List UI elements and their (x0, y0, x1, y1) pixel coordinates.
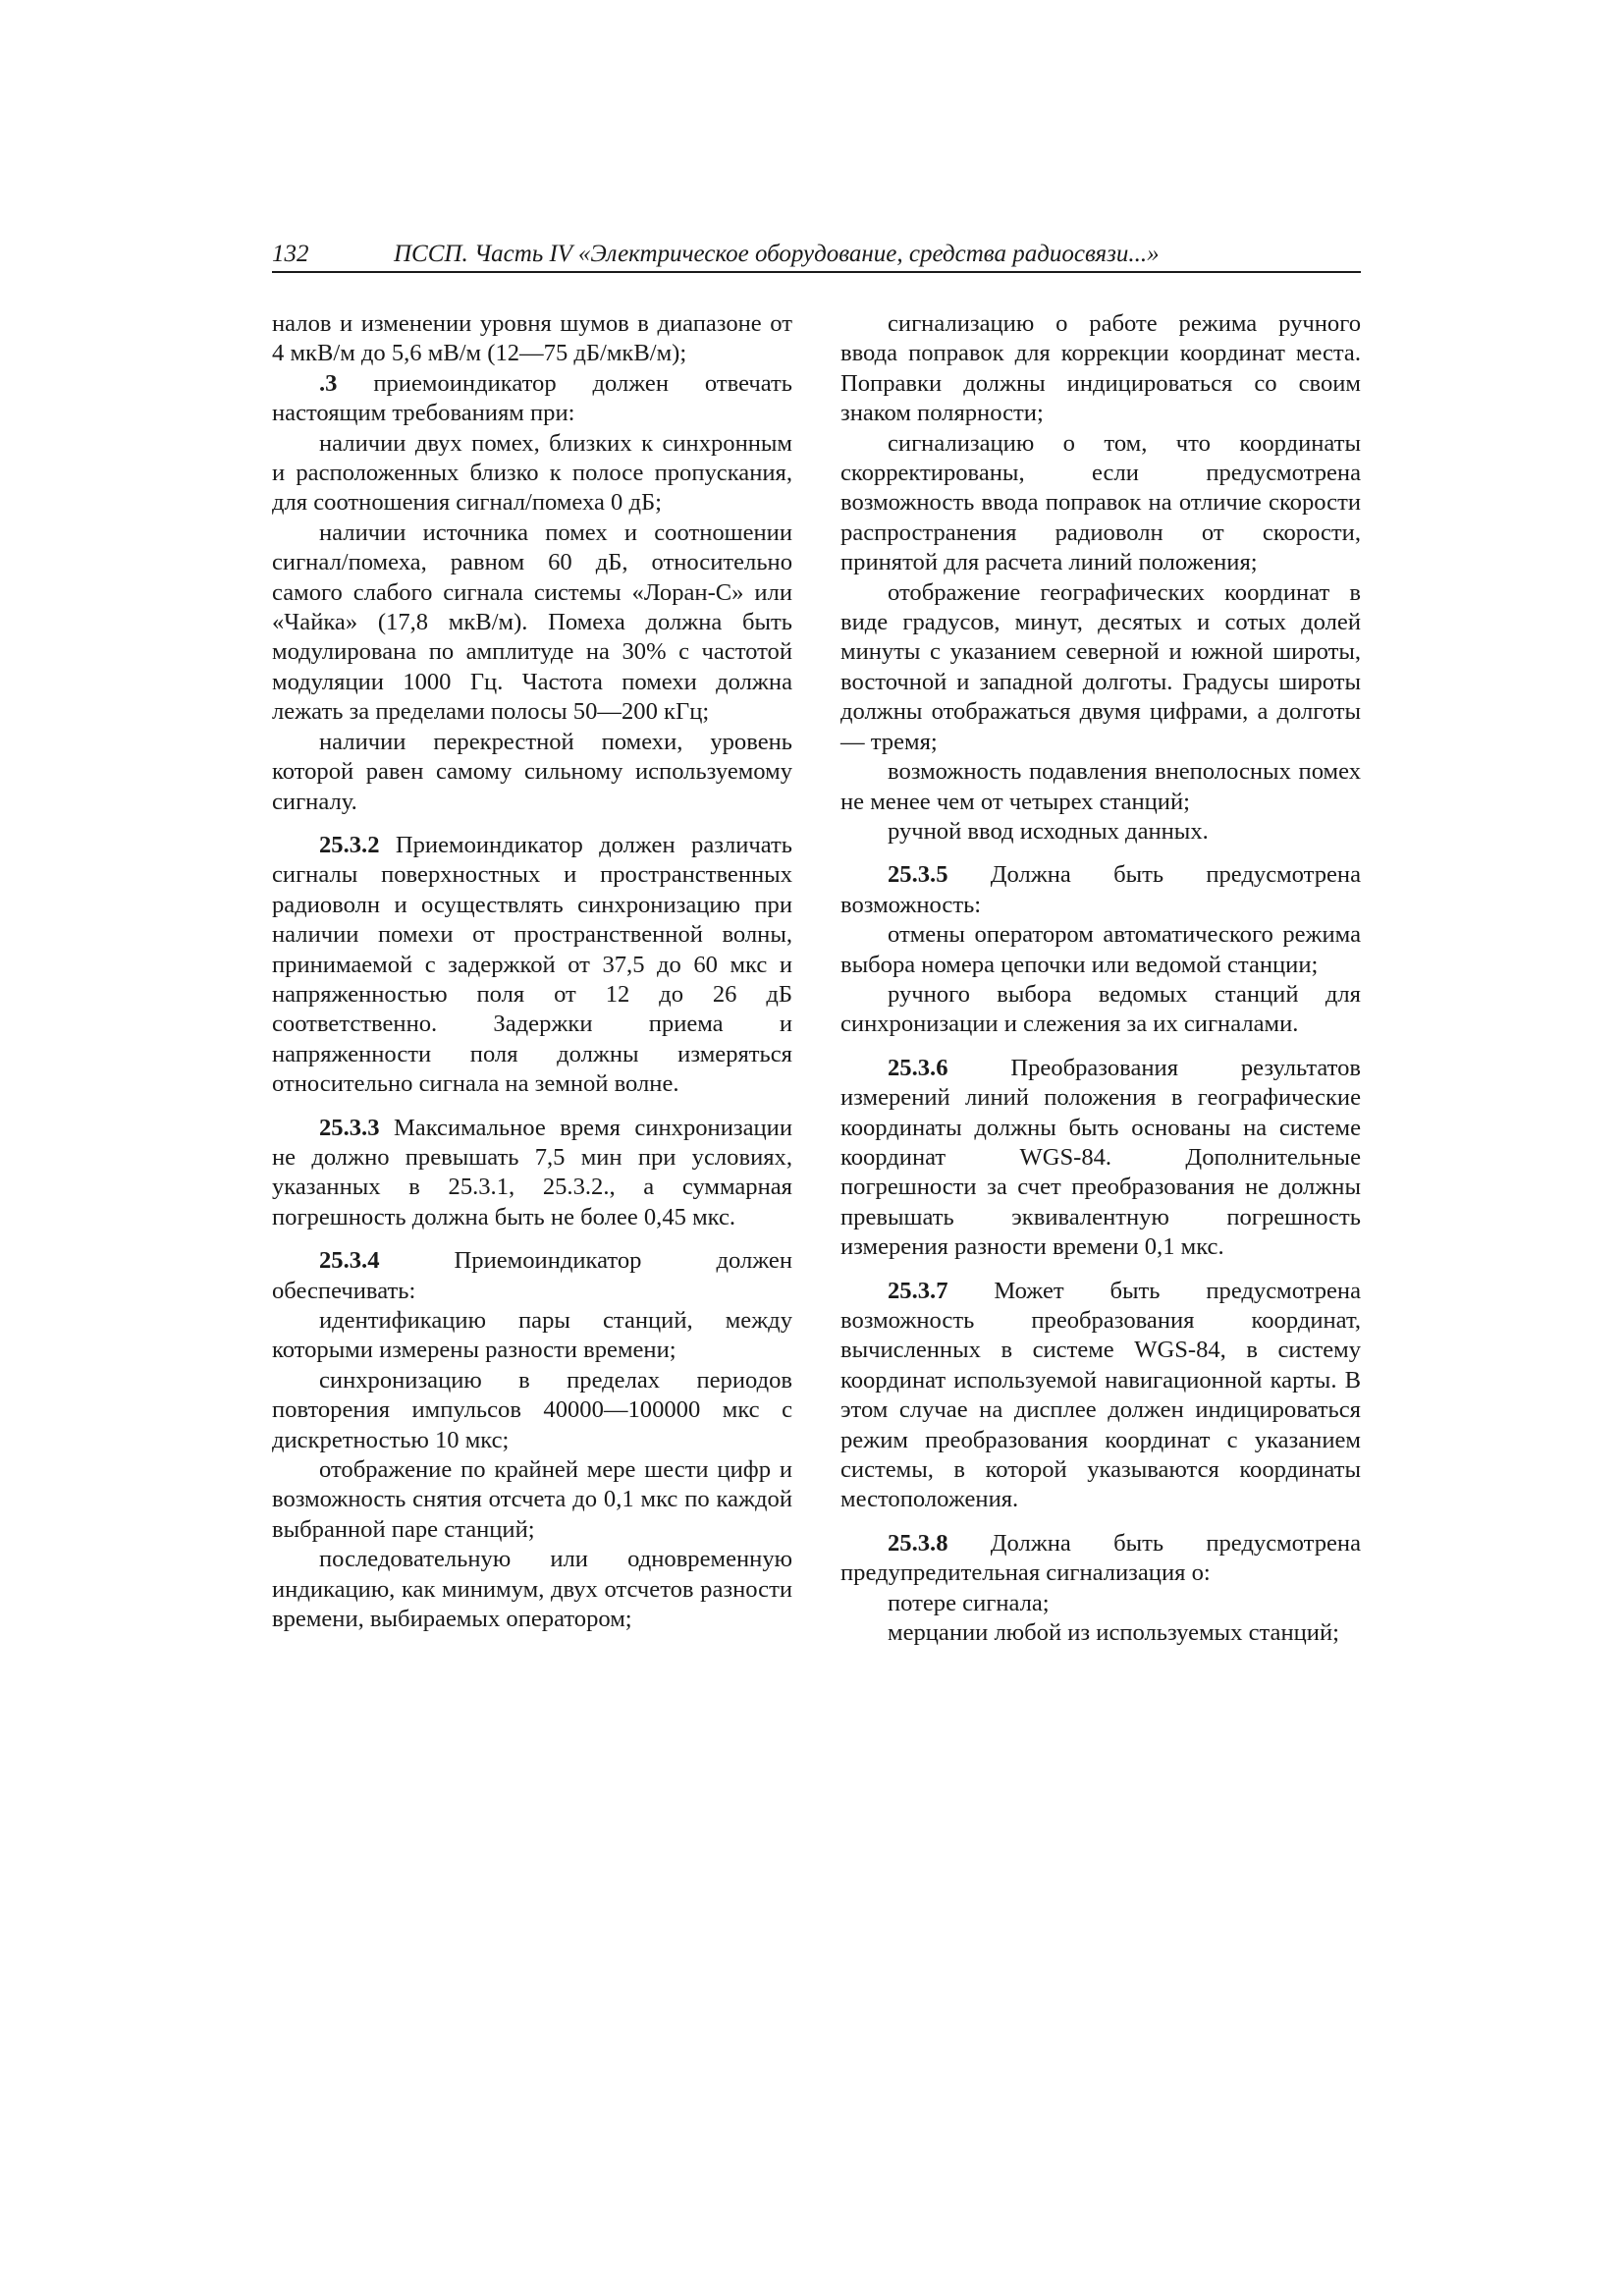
paragraph: сигнализацию о работе режима ручного ввода поправок для коррекции координат места. Поправки должны индицироваться со своим знаком полярности; (840, 310, 1361, 427)
paragraph: наличии двух помех, близких к синхронным и расположенных близко к полосе пропускания, для соотношения сигнал/помеха 0 дБ; (272, 429, 792, 517)
clause-number: 25.3.8 (888, 1529, 948, 1557)
paragraph: мерцании любой из используемых станций; (888, 1619, 1339, 1647)
paragraph: ручной ввод исходных данных. (888, 817, 1209, 845)
header-title: ПССП. Часть IV «Электрическое оборудование, средства радиосвязи...» (394, 241, 1160, 267)
running-header (272, 238, 1361, 273)
paragraph: .3 приемоиндикатор должен отвечать настоящим требованиям при: (272, 369, 792, 427)
page-number: 132 (272, 241, 309, 267)
clause-number: 25.3.2 (319, 831, 380, 858)
clause-number: 25.3.7 (888, 1277, 948, 1304)
paragraph: 25.3.8 Должна быть предусмотрена предупредительная сигнализация о: (840, 1529, 1361, 1587)
paragraph: наличии источника помех и соотношении сигнал/помеха, равном 60 дБ, относительно самого слабого сигнала системы «Лоран-С» или «Чайка» (17,8 мкВ/м). Помеха должна быть модулирована по амплитуде на 30% с частотой модуляции 1000 Гц. Частота помехи должна лежать за пределами полосы 50—200 кГц; (272, 519, 792, 726)
paragraph: 25.3.5 Должна быть предусмотрена возможность: (840, 861, 1361, 918)
paragraph: сигнализацию о том, что координаты скорректированы, если предусмотрена возможность ввода поправок на отличие скорости распространения радиоволн от скорости, принятой для расчета линий положения; (840, 429, 1361, 576)
right-column (840, 309, 1361, 1648)
paragraph: возможность подавления внеполосных помех не менее чем от четырех станций; (840, 758, 1361, 815)
paragraph: налов и изменении уровня шумов в диапазоне от 4 мкВ/м до 5,6 мВ/м (12—75 дБ/мкВ/м); (272, 310, 792, 367)
paragraph: 25.3.6 Преобразования результатов измерений линий положения в географические координаты должны быть основаны на системе координат WGS-84. Дополнительные погрешности за счет преобразования не должны превышать эквивалентную погрешность измерения разности времени 0,1 мкс. (840, 1054, 1361, 1261)
paragraph: наличии перекрестной помехи, уровень которой равен самому сильному используемому сигналу. (272, 728, 792, 815)
paragraph: отображение по крайней мере шести цифр и возможность снятия отсчета до 0,1 мкс по каждой выбранной паре станций; (272, 1456, 792, 1543)
clause-number: 25.3.4 (319, 1247, 380, 1275)
paragraph: отображение географических координат в виде градусов, минут, десятых и сотых долей минуты с указанием северной и южной широты, восточной и западной долготы. Градусы широты должны отображаться двумя цифрами, а долготы — тремя; (840, 578, 1361, 755)
paragraph: потере сигнала; (888, 1589, 1050, 1616)
paragraph: 25.3.4 Приемоиндикатор должен обеспечивать: (272, 1247, 792, 1304)
paragraph: идентификацию пары станций, между которыми измерены разности времени; (272, 1307, 792, 1364)
clause-number: .3 (319, 369, 338, 397)
clause-number: 25.3.6 (888, 1054, 948, 1081)
paragraph: последовательную или одновременную индикацию, как минимум, двух отсчетов разности времени, выбираемых оператором; (272, 1546, 792, 1633)
paragraph: ручного выбора ведомых станций для синхронизации и слежения за их сигналами. (840, 980, 1361, 1038)
paragraph: 25.3.2 Приемоиндикатор должен различать сигналы поверхностных и пространственных радиоволн и осуществлять синхронизацию при наличии помехи от пространственной волны, принимаемой с задержкой от 37,5 до 60 мкс и напряженностью поля от 12 до 26 дБ соответственно. Задержки приема и напряженности поля должны измеряться относительно сигнала на земной волне. (272, 831, 792, 1098)
clause-number: 25.3.5 (888, 861, 948, 889)
left-column (272, 309, 792, 1634)
paragraph: 25.3.3 Максимальное время синхронизации не должно превышать 7,5 мин при условиях, указанных в 25.3.1, 25.3.2., а суммарная погрешность должна быть не более 0,45 мкс. (272, 1114, 792, 1230)
paragraph: 25.3.7 Может быть предусмотрена возможность преобразования координат, вычисленных в системе WGS-84, в систему координат используемой навигационной карты. В этом случае на дисплее должен индицироваться режим преобразования координат с указанием системы, в которой указываются координаты местоположения. (840, 1277, 1362, 1513)
paragraph: синхронизацию в пределах периодов повторения импульсов 40000—100000 мкс с дискретностью 10 мкс; (272, 1366, 792, 1453)
paragraph: отмены оператором автоматического режима выбора номера цепочки или ведомой станции; (840, 921, 1361, 978)
clause-number: 25.3.3 (319, 1114, 380, 1141)
